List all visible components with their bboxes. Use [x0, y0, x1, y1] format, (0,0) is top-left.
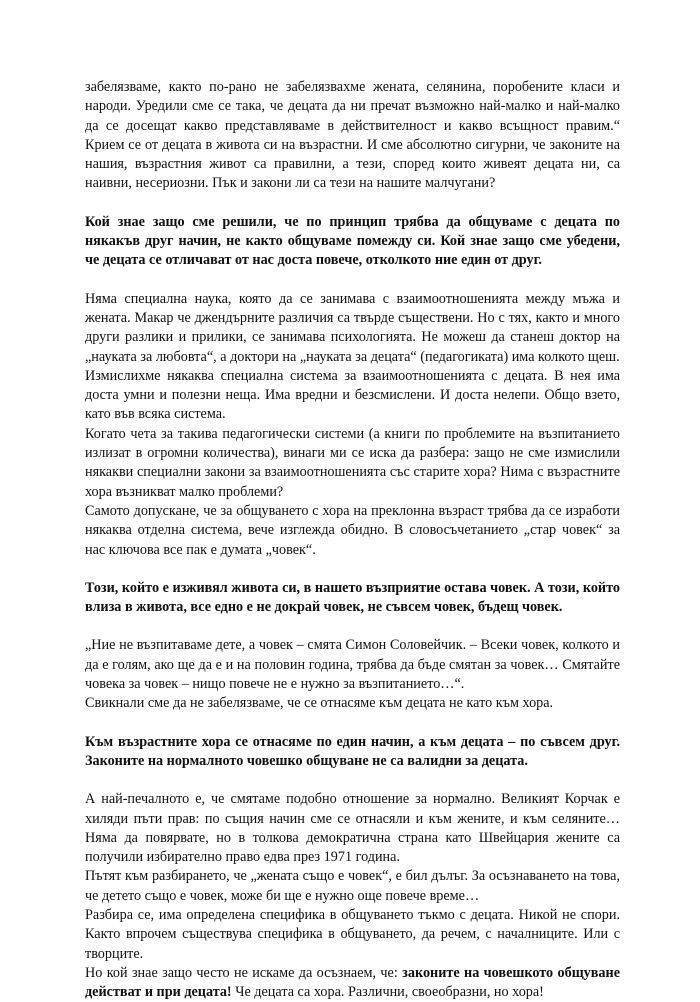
- final-paragraph: [85, 964, 620, 1002]
- final-paragraph-end: Че децата са хора. Различни, своеобразни, но хора!: [231, 984, 544, 1001]
- paragraph: Разбира се, има определена специфика в общуването тъкмо с децата. Никой не спори. Както впрочем съществува специфика в общуването, да речем, с началниците. Или с творците.: [85, 906, 620, 962]
- paragraph-gap: [85, 714, 620, 733]
- paragraph: Когато чета за такива педагогически системи (а книги по проблемите на възпитанието излизат в огромни количества), винаги ми се иска да разбера: защо не сме измислили някакви специални закони за взаимоотношенията със старите хора? Нима с възрастните хора възникват малко проблеми?: [85, 425, 620, 500]
- paragraph-gap: [85, 194, 620, 213]
- paragraph: Измислихме някаква специална система за взаимоотношенията с децата. В нея има доста умни и полезни неща. Има вредни и безсмислени. И доста нелепи. Общо взето, като във всяка система.: [85, 367, 620, 423]
- paragraph: Пътят към разбирането, че „жената също е човек“, е бил дълъг. За осъзнаването на това, че детето също е човек, може би ще е нужно още повече време…: [85, 868, 620, 904]
- paragraph: Свикнали сме да не забелязваме, че се отнасяме към децата не като към хора.: [85, 695, 554, 712]
- paragraph: Няма специална наука, която да се занимава с взаимоотношенията между мъжа и жената. Макар че джендърните различия са твърде съществени. Но с тях, както и много други разлики и прилики, се занимава психологията. Не можеш да станеш доктор на „науката за любовта“, а доктори на „науката за децата“ (педагогиката) има колкото щеш.: [85, 290, 620, 365]
- document-page: [85, 78, 620, 1002]
- final-paragraph-bold: законите на човешкото общуване действат и при децата!: [85, 964, 620, 1001]
- paragraph: забелязваме, както по-рано не забелязвахме жената, селянина, поробените класи и народи. Уредили сме се така, че децата да ни пречат възможно най-малко и най-малко да се досещат какво представляваме в действителност и какво всъщност правим.“ Крием се от децата в живота си на възрастни. И сме абсолютно сигурни, че законите на нашия, възрастния живот са правилни, а тези, според които живеят децата ни, са наивни, несериозни. Пък и закони ли са тези на нашите малчугани?: [85, 79, 620, 192]
- paragraph-gap: [85, 617, 620, 636]
- quote-paragraph: „Ние не възпитаваме дете, а човек – смята Симон Соловейчик. – Всеки човек, колкото и да е голям, ако ще да е и на половин година, трябва да бъде смятан за човек… Смятайте човека за човек – нищо повече не е нужно за възпитанието…“.: [85, 637, 620, 693]
- paragraph-gap: [85, 271, 620, 290]
- paragraph-gap: [85, 560, 620, 579]
- bold-paragraph: Към възрастните хора се отнасяме по един начин, а към децата – по съвсем друг. Законите на нормалното човешко общуване не са валидни за децата.: [85, 733, 620, 769]
- paragraph: Самото допускане, че за общуването с хора на преклонна възраст трябва да се изработи някаква отделна система, вече изглежда обидно. В словосъчетанието „стар човек“ за нас ключова все пак е думата „човек“.: [85, 502, 620, 558]
- bold-paragraph: Кой знае защо сме решили, че по принцип трябва да общуваме с децата по някакъв друг начин, не както общуваме помежду си. Кой знае защо сме убедени, че децата се отличават от нас доста повече, отколкото ние един от друг.: [85, 213, 620, 269]
- paragraph: А най-печалното е, че смятаме подобно отношение за нормално. Великият Корчак е хиляди пъти прав: по същия начин сме се отнасяли и към жените, и към селяните… Няма да повярвате, но в толкова демократична страна като Швейцария жените са получили избирателно право едва през 1971 година.: [85, 791, 620, 866]
- final-paragraph-start: Но кой знае защо често не искаме да осъзнаем, че:: [85, 964, 403, 981]
- bold-paragraph: Този, който е изживял живота си, в нашето възприятие остава човек. А този, който влиза в живота, все едно е не докрай човек, не съвсем човек, бъдещ човек.: [85, 579, 620, 616]
- paragraph-gap: [85, 771, 620, 790]
